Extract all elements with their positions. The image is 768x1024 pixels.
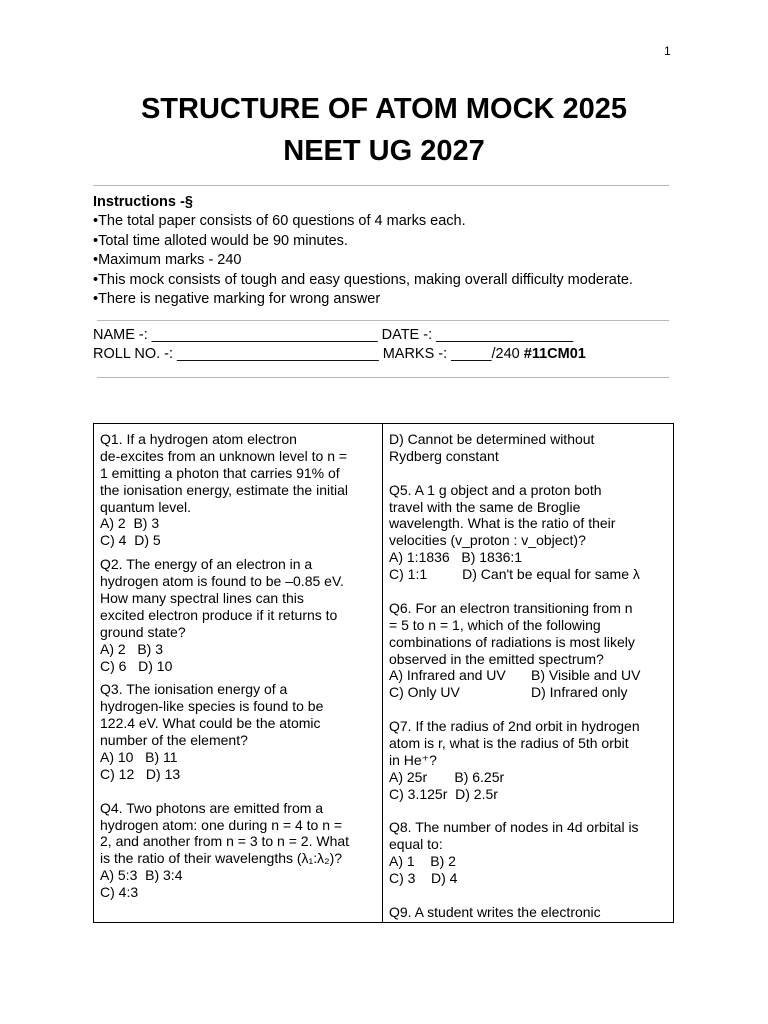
instructions-heading: Instructions -§ [93,194,193,210]
question-text-line: velocities (v_proton : v_object)? [389,532,586,549]
roll-marks-row [93,345,693,364]
question-text-line: Q2. The energy of an electron in a [100,556,313,573]
question-text-line: de-excites from an unknown level to n = [100,447,348,464]
question-text-line: quantum level. [100,498,192,515]
answer-options: Rydberg constant [389,447,499,464]
question-8 [389,819,669,887]
answer-options: A) 10 B) 11 [100,749,178,766]
page-number: 1 [664,44,671,58]
answer-options: A) 2 B) 3 [100,640,164,657]
question-text-line: is the ratio of their wavelengths (λ₁:λ₂)? [100,850,343,867]
question-text-line: wavelength. What is the ratio of their [389,515,616,532]
answer-option: D) Infrared only [531,684,628,701]
page-title [60,88,708,172]
question-text-line: Q8. The number of nodes in 4d orbital is [389,819,639,836]
question-text-line: 122.4 eV. What could be the atomic [100,715,321,732]
question-text-line: observed in the emitted spectrum? [389,650,604,667]
answer-options: C) 4 D) 5 [100,532,161,549]
title-line-2: NEET UG 2027 [283,135,485,167]
answer-options: C) 4:3 [100,884,139,901]
question-text-line: Q4. Two photons are emitted from a [100,799,324,816]
answer-option: A) Infrared and UV [389,667,506,684]
answer-options: A) 1 B) 2 [389,853,456,870]
question-4-continued [389,431,669,465]
question-text-line: travel with the same de Broglie [389,498,581,515]
question-text-line: excited electron produce if it returns to [100,606,338,623]
roll-marks-text: ROLL NO. -: _________________________ MARKS -: _____/240 [93,346,524,362]
question-text-line: hydrogen atom is found to be –0.85 eV. [100,573,344,590]
question-2 [100,556,376,674]
question-text-line: 1 emitting a photon that carries 91% of [100,464,340,481]
answer-options-grid [389,667,669,701]
question-4 [100,800,376,901]
question-text-line: number of the element? [100,732,248,749]
question-text-line: ground state? [100,623,186,640]
answer-options: C) 6 D) 10 [100,657,173,674]
name-date-row: NAME -: ____________________________ DATE -: _________________ [93,327,574,343]
question-text-line: Q3. The ionisation energy of a [100,681,288,698]
answer-options: C) 1:1 D) Can't be equal for same λ [389,566,640,583]
divider-bottom [97,377,669,378]
questions-table [93,423,674,923]
answer-options: C) 12 D) 13 [100,765,181,782]
question-text-line: Q1. If a hydrogen atom electron [100,431,297,447]
answer-options: A) 1:1836 B) 1836:1 [389,549,523,566]
question-7 [389,718,669,802]
answer-options: A) 5:3 B) 3:4 [100,867,183,884]
answer-options: A) 2 B) 3 [100,515,160,532]
question-text-line: = 5 to n = 1, which of the following [389,616,601,633]
question-text-line: How many spectral lines can this [100,590,304,607]
answer-options: C) 3 D) 4 [389,870,458,887]
answer-options: D) Cannot be determined without [389,431,595,447]
paper-code: #11CM01 [523,346,586,362]
questions-right-column [383,424,673,922]
instruction-item: •Maximum marks - 240 [93,252,242,268]
question-text-line: in He⁺? [389,751,437,768]
question-text-line: 2, and another from n = 3 to n = 2. What [100,833,350,850]
instruction-item: •The total paper consists of 60 questions of 4 marks each. [93,213,466,229]
question-1 [100,431,376,549]
divider-top [93,185,669,186]
question-6 [389,600,669,701]
question-text-line: the ionisation energy, estimate the initial [100,481,348,498]
divider-middle [97,320,669,321]
instructions-block [93,192,693,310]
instruction-item: •Total time alloted would be 90 minutes. [93,232,348,249]
question-9 [389,904,669,921]
answer-option: B) Visible and UV [531,667,641,684]
instruction-item: •There is negative marking for wrong answer [93,291,381,307]
answer-option: C) Only UV [389,684,460,701]
question-text-line: combinations of radiations is most likely [389,633,635,650]
question-text-line: Q9. A student writes the electronic [389,903,601,920]
answer-options: A) 25r B) 6.25r [389,768,505,785]
question-text-line: Q7. If the radius of 2nd orbit in hydrogen [389,718,640,735]
question-text-line: hydrogen-like species is found to be [100,698,324,715]
question-5 [389,482,669,583]
questions-left-column [94,424,383,922]
answer-options: C) 3.125r D) 2.5r [389,785,498,802]
question-text-line: atom is r, what is the radius of 5th orbit [389,735,629,752]
question-text-line: equal to: [389,836,443,853]
title-line-1: STRUCTURE OF ATOM MOCK 2025 [140,93,628,125]
question-text-line: Q6. For an electron transitioning from n [389,599,633,616]
question-3 [100,681,376,782]
student-fields [93,326,693,364]
question-text-line: hydrogen atom: one during n = 4 to n = [100,816,343,833]
question-text-line: Q5. A 1 g object and a proton both [389,481,602,498]
instruction-item: •This mock consists of tough and easy questions, making overall difficulty moderate. [93,271,633,288]
